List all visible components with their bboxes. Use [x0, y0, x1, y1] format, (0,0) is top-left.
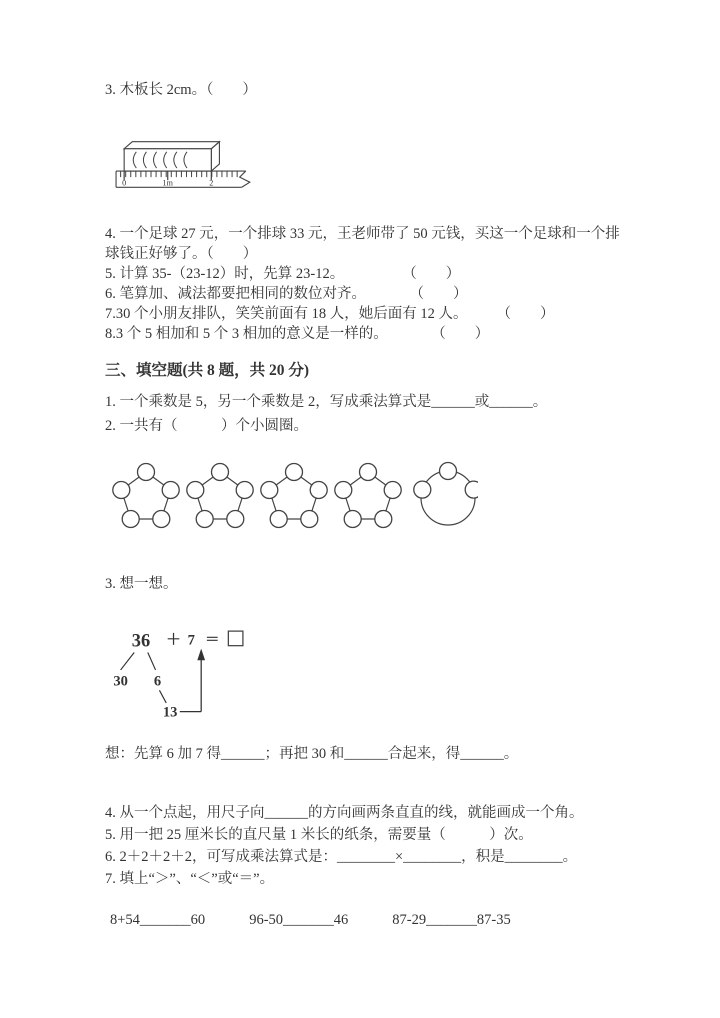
plank-top-face — [124, 142, 219, 149]
pentagon-figure-1 — [113, 464, 179, 528]
fill-question-7: 7. 填上“＞”、“＜”或“＝”。 — [105, 871, 275, 887]
diagram-13: 13 — [162, 704, 178, 721]
diagram-equals: ＝ — [205, 632, 220, 649]
circle-pentagon-figures — [106, 456, 478, 540]
fill-question-5: 5. 用一把 25 厘米长的直尺量 1 米长的纸条，需要量（ ）次。 — [105, 827, 533, 843]
fill-questions-block — [105, 802, 645, 890]
fill-question-4: 4. 从一个点起，用尺子向______的方向画两条直直的线，就能画成一个角。 — [105, 805, 584, 821]
fill-question-3: 3. 想一想。 — [105, 576, 178, 592]
number-split-diagram — [108, 612, 273, 724]
judge-question-6: 6. 笔算加、减法都要把相同的数位对齐。 （ ） — [105, 286, 468, 302]
plank-side-face — [211, 142, 219, 171]
fill-question-6: 6. 2＋2＋2＋2，可写成乘法算式是：________×________，积是________。 — [105, 849, 578, 865]
compare-item-2: 96-50_______46 — [249, 912, 349, 928]
fill-question-2: 2. 一共有（ ）个小圆圈。 — [105, 418, 308, 434]
pentagon-figure-3 — [261, 464, 327, 528]
compare-item-1: 8+54_______60 — [110, 912, 206, 928]
fill-question-1: 1. 一个乘数是 5，另一个乘数是 2，写成乘法算式是______或______。 — [105, 394, 548, 410]
ruler-label-2: 2 — [209, 178, 214, 188]
think-hint-line: 想：先算 6 加 7 得______；再把 30 和______合起来，得______。 — [105, 746, 519, 762]
compare-item-3: 87-29_______87-35 — [392, 912, 511, 928]
split-line-right — [148, 652, 156, 669]
split-line-down — [159, 690, 166, 703]
comparison-row — [110, 912, 511, 929]
number-split-svg — [108, 612, 273, 724]
ruler-label-0: 0 — [122, 178, 127, 188]
judge-question-8: 8.3 个 5 相加和 5 个 3 相加的意义是一样的。 （ ） — [105, 326, 490, 342]
plank-ruler-svg — [112, 138, 264, 196]
plank-front-face — [124, 149, 211, 171]
ruler-label-1m: 1m — [162, 178, 173, 188]
judge-question-5: 5. 计算 35-（23-12）时，先算 23-12。 （ ） — [105, 266, 461, 282]
judge-question-7: 7.30 个小朋友排队，笑笑前面有 18 人，她后面有 12 人。 （ ） — [105, 306, 555, 322]
diagram-plus: ＋ — [166, 632, 181, 649]
diagram-7: 7 — [187, 632, 195, 649]
pentagon-figure-4 — [335, 464, 401, 528]
ruler-break-zigzag — [240, 171, 250, 187]
plank-ruler-figure — [112, 138, 264, 196]
judge-questions-block — [105, 224, 629, 344]
arrow-head — [197, 649, 205, 661]
diagram-36: 36 — [131, 630, 151, 651]
section-three-title: 三、填空题(共 8 题，共 20 分) — [105, 362, 310, 379]
circle-figure-5 — [414, 463, 478, 526]
diagram-answer-box — [228, 631, 243, 646]
pentagon-figure-2 — [187, 464, 253, 528]
pentagon-figures-svg — [106, 456, 478, 540]
split-line-left — [121, 652, 135, 669]
diagram-30: 30 — [113, 673, 128, 690]
judge-question-3: 3. 木板长 2cm。（ ） — [105, 82, 257, 98]
diagram-6: 6 — [153, 673, 162, 690]
judge-question-4: 4. 一个足球 27 元，一个排球 33 元，王老师带了 50 元钱，买这一个足球和一个排球钱正好够了。（ ） — [105, 226, 620, 262]
